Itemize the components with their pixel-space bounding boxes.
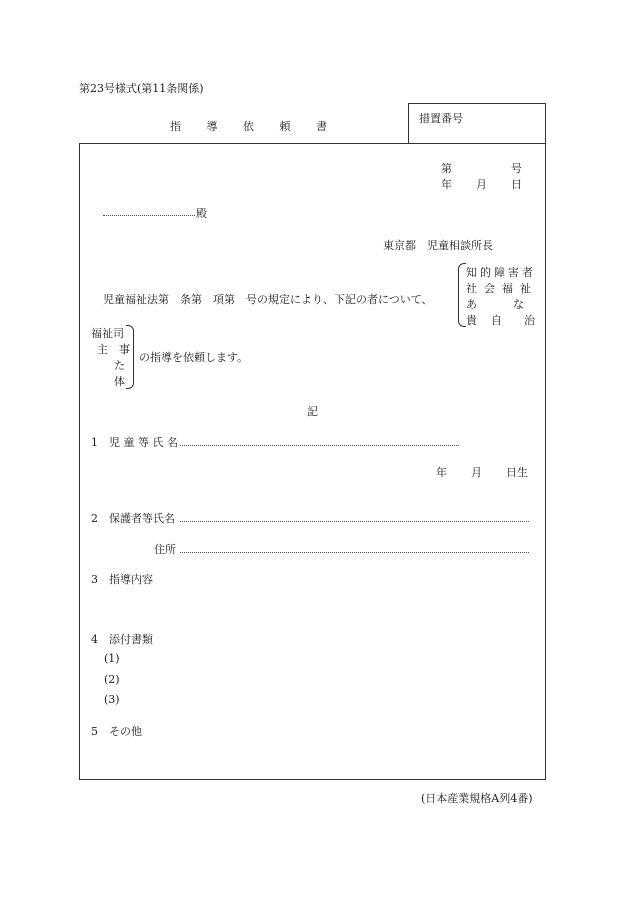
date-month: 月 <box>476 178 487 191</box>
options-left-row2: 主 事 <box>97 343 130 356</box>
options-right-row1: 知 的 障 害 者 <box>466 266 533 279</box>
issuer: 東京都 児童相談所長 <box>383 239 493 252</box>
address-label: 住所 <box>154 543 176 556</box>
request-text: 児童福祉法第 条第 項第 号の規定により、下記の者について、 <box>103 293 433 306</box>
birth-day: 日生 <box>506 466 528 479</box>
attachment-2: (2) <box>104 673 120 686</box>
closing-text: の指導を依頼します。 <box>139 351 249 364</box>
options-right-row2: 社 会 福 祉 <box>466 282 531 295</box>
options-right-brace <box>458 263 466 327</box>
item4-label: 4 添付書類 <box>91 633 153 646</box>
addressee-suffix: 殿 <box>196 207 207 220</box>
options-left-row1: 福祉司 <box>91 327 124 340</box>
ki-heading: 記 <box>307 405 318 418</box>
form-number: 第23号様式(第11条関係) <box>79 82 204 95</box>
title-char: 書 <box>316 120 327 133</box>
measure-number-box[interactable] <box>408 103 546 144</box>
attachment-1: (1) <box>104 652 120 665</box>
date-year: 年 <box>441 178 452 191</box>
attachment-3: (3) <box>104 693 120 706</box>
form-title <box>170 118 327 134</box>
options-left-row3: た <box>114 359 125 372</box>
options-left-brace <box>126 325 134 389</box>
address-line[interactable] <box>180 552 529 553</box>
options-left-row4: 体 <box>114 375 125 388</box>
options-right-row4: 貴 自 治 <box>466 314 535 327</box>
title-char: 指 <box>170 120 181 133</box>
child-name-line[interactable] <box>180 445 459 446</box>
number-prefix: 第 <box>441 162 452 175</box>
title-char: 頼 <box>279 120 291 133</box>
title-char: 導 <box>206 120 218 133</box>
paper-standard: (日本産業規格A列4番) <box>421 792 533 805</box>
options-right-row3: あ な <box>466 298 524 311</box>
item5-label: 5 その他 <box>91 725 142 738</box>
birth-month: 月 <box>471 466 482 479</box>
title-char: 依 <box>243 120 254 133</box>
guardian-name-line[interactable] <box>180 521 529 522</box>
birth-year: 年 <box>436 466 447 479</box>
addressee-line[interactable] <box>103 215 195 216</box>
number-suffix: 号 <box>511 162 522 175</box>
item1-label: 1 児 童 等 氏 名 <box>91 436 178 449</box>
date-day: 日 <box>511 178 522 191</box>
item3-label: 3 指導内容 <box>91 573 153 586</box>
measure-number-label: 措置番号 <box>419 112 463 125</box>
item2-label: 2 保護者等氏名 <box>91 512 175 525</box>
